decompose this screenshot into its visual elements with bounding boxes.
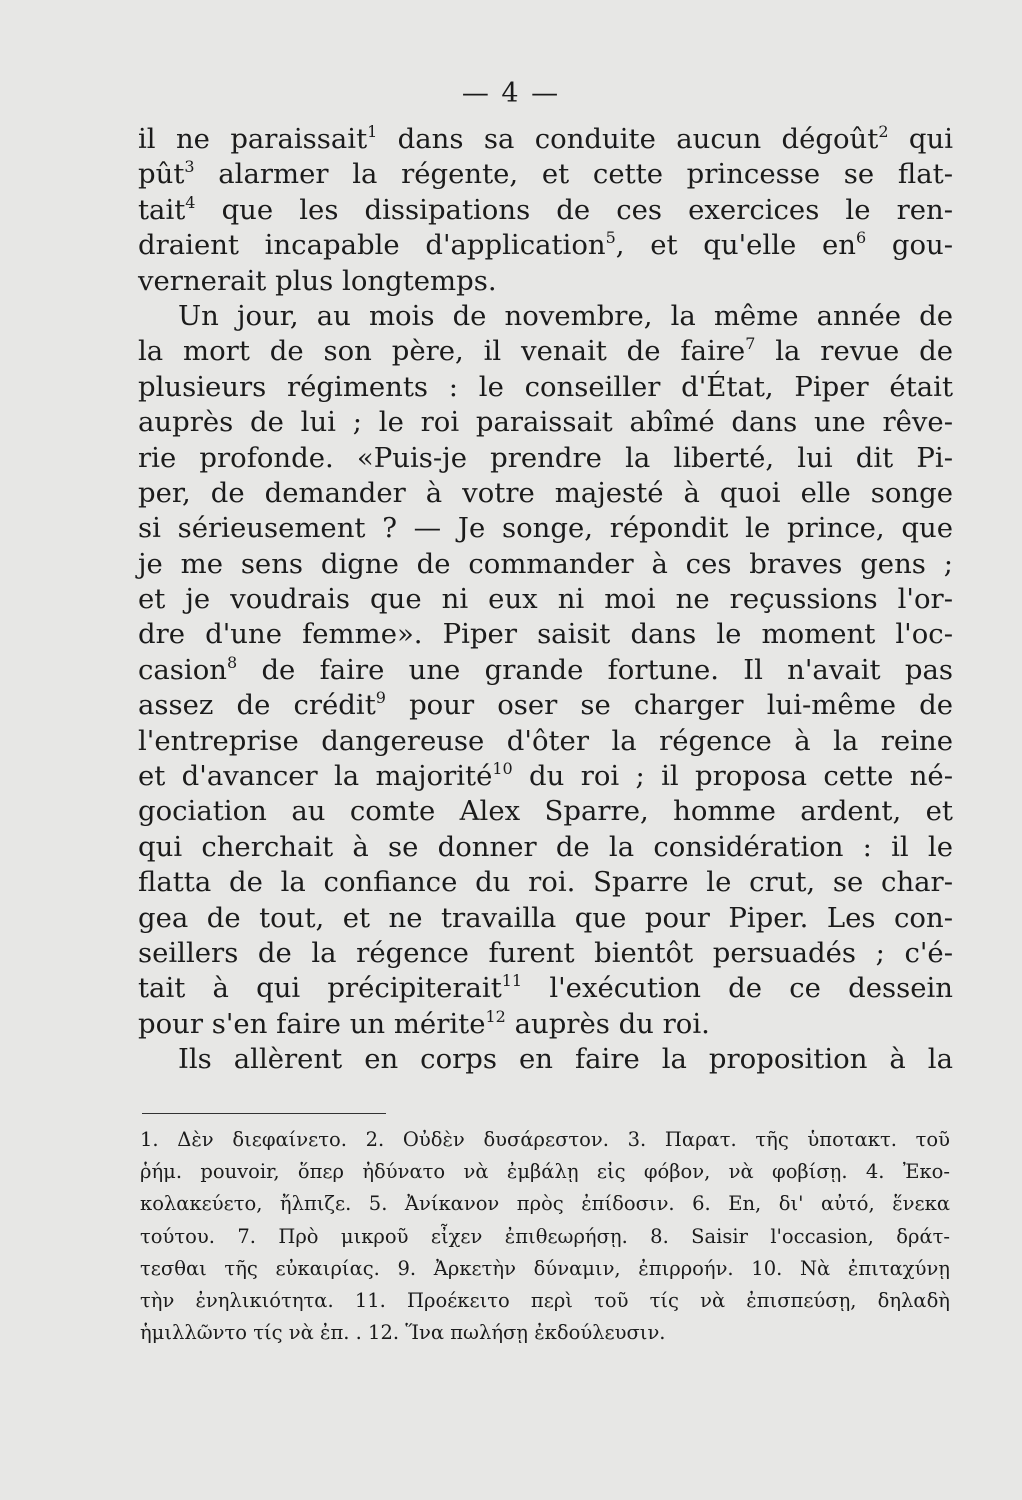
text-line bbox=[138, 865, 953, 900]
text-line bbox=[138, 476, 953, 511]
text-line bbox=[138, 193, 953, 228]
text-span: rie profonde. «Puis-je prendre la liberté, lui dit Pi- bbox=[138, 441, 953, 474]
text-span: l'entreprise dangereuse d'ôter la régence à la reine bbox=[138, 724, 953, 757]
footnote-marker: 4 bbox=[185, 192, 196, 212]
footnote-marker: 6 bbox=[855, 228, 867, 248]
text-span: pour oser se charger lui-même de bbox=[385, 689, 953, 722]
text-span: pour s'en faire un mérite bbox=[138, 1007, 486, 1040]
text-line bbox=[138, 830, 953, 865]
text-span: et d'avancer la majorité bbox=[138, 760, 493, 793]
text-span: , et qu'elle en bbox=[615, 229, 856, 262]
text-line bbox=[138, 441, 953, 476]
text-span: la mort de son père, il venait de faire bbox=[138, 335, 746, 368]
text-line bbox=[138, 370, 953, 405]
text-span: dans sa conduite aucun dégoût bbox=[377, 123, 879, 155]
text-span: de faire une grande fortune. Il n'avait pas bbox=[237, 653, 953, 686]
text-line bbox=[138, 724, 953, 759]
footnote-marker: 3 bbox=[184, 157, 195, 177]
text-span: Un jour, au mois de novembre, la même année de bbox=[178, 299, 953, 332]
text-line bbox=[138, 1007, 953, 1042]
footnote-line: τὴν ἐνηλικιότητα. 11. Προέκειτο περὶ τοῦ τίς νὰ ἐπισπεύσῃ, δηλαδὴ bbox=[140, 1288, 950, 1312]
text-span: tait bbox=[138, 193, 186, 226]
text-span: auprès de lui ; le roi paraissait abîmé dans une rêve- bbox=[138, 406, 953, 439]
footnote-line: ῥήμ. pouvoir, ὅπερ ἠδύνατο νὰ ἐμβάλῃ εἰς φόβον, νὰ φοβίσῃ. 4. Ἐκο- bbox=[140, 1160, 950, 1184]
text-span: tait à qui précipiterait bbox=[138, 972, 502, 1005]
text-line bbox=[138, 264, 953, 299]
text-span: flatta de la confiance du roi. Sparre le crut, se char- bbox=[138, 866, 953, 899]
footnote-marker: 11 bbox=[501, 971, 523, 991]
text-span: et je voudrais que ni eux ni moi ne reçussions l'or- bbox=[138, 583, 953, 616]
text-span: alarmer la régente, et cette princesse se flat- bbox=[194, 158, 953, 191]
text-span: qui cherchait à se donner de la considération : il le bbox=[138, 830, 953, 863]
text-line bbox=[138, 971, 953, 1006]
text-span: qui bbox=[888, 123, 953, 155]
text-line bbox=[138, 582, 953, 617]
footnote-line: τούτου. 7. Πρὸ μικροῦ εἶχεν ἐπιθεωρήσῃ. 8. Saisir l'occasion, δράτ- bbox=[140, 1224, 950, 1248]
text-span: auprès du roi. bbox=[505, 1007, 710, 1040]
text-span: vernerait plus longtemps. bbox=[138, 264, 497, 297]
text-span: seillers de la régence furent bientôt persuadés ; c'é- bbox=[138, 936, 953, 969]
text-span: gociation au comte Alex Sparre, homme ardent, et bbox=[138, 795, 953, 828]
text-span: assez de crédit bbox=[138, 689, 376, 722]
text-line bbox=[138, 157, 953, 192]
footnote-line: ἡμιλλῶντο τίς νὰ ἐπ. . 12. Ἵνα πωλήσῃ ἐκδούλευσιν. bbox=[140, 1321, 666, 1345]
footnote-line: 1. Δὲν διεφαίνετο. 2. Οὐδὲν δυσάρεστον. 3. Παρατ. τῆς ὑποτακτ. τοῦ bbox=[140, 1128, 950, 1151]
text-line bbox=[138, 1042, 953, 1077]
footnote-marker: 5 bbox=[605, 228, 616, 248]
footnote-marker: 9 bbox=[375, 688, 386, 708]
footnote-marker: 8 bbox=[226, 652, 238, 672]
text-line bbox=[138, 228, 953, 263]
body-text bbox=[138, 122, 953, 1078]
text-line bbox=[138, 299, 953, 334]
text-span: du roi ; il proposa cette né- bbox=[512, 760, 953, 793]
text-span: plusieurs régiments : le conseiller d'État, Piper était bbox=[138, 370, 953, 403]
footnote-marker: 2 bbox=[878, 122, 889, 141]
text-span: je me sens digne de commander à ces braves gens ; bbox=[138, 547, 953, 580]
text-line bbox=[138, 122, 953, 157]
text-span: casion bbox=[138, 653, 227, 686]
footnote-line: κολακεύετο, ἤλπιζε. 5. Ἀνίκανον πρὸς ἐπίδοσιν. 6. En, δι' αὐτό, ἕνεκα bbox=[140, 1192, 950, 1216]
text-span: il ne paraissait bbox=[138, 123, 368, 155]
text-span: pût bbox=[138, 158, 185, 191]
footnote-line: τεσθαι τῆς εὐκαιρίας. 9. Ἀρκετὴν δύναμιν, ἐπιρροήν. 10. Νὰ ἐπιταχύνῃ bbox=[140, 1256, 950, 1280]
footnote-marker: 10 bbox=[492, 759, 513, 779]
text-line bbox=[138, 334, 953, 369]
text-span: per, de demander à votre majesté à quoi elle songe bbox=[138, 476, 953, 509]
text-span: dre d'une femme». Piper saisit dans le moment l'oc- bbox=[138, 618, 953, 651]
text-line bbox=[138, 936, 953, 971]
footnote-marker: 7 bbox=[745, 334, 756, 354]
text-line bbox=[138, 688, 953, 723]
text-line bbox=[138, 547, 953, 582]
text-span: l'exécution de ce dessein bbox=[522, 972, 954, 1005]
text-line bbox=[138, 901, 953, 936]
text-span: gea de tout, et ne travailla que pour Piper. Les con- bbox=[138, 901, 953, 934]
text-span: Ils allèrent en corps en faire la proposition à la bbox=[178, 1043, 953, 1076]
text-span: si sérieusement ? — Je songe, répondit le prince, que bbox=[138, 512, 953, 545]
text-line bbox=[138, 759, 953, 794]
text-line bbox=[138, 794, 953, 829]
page-number: — 4 — bbox=[461, 78, 561, 109]
footnote-rule bbox=[142, 1113, 386, 1114]
text-span: gou- bbox=[866, 229, 953, 262]
text-line bbox=[138, 617, 953, 652]
text-line bbox=[138, 405, 953, 440]
footnote-marker: 12 bbox=[485, 1006, 506, 1026]
text-line bbox=[138, 511, 953, 546]
text-span: la revue de bbox=[755, 335, 953, 368]
text-span: que les dissipations de ces exercices le ren- bbox=[195, 193, 953, 226]
text-line bbox=[138, 653, 953, 688]
text-span: draient incapable d'application bbox=[138, 229, 606, 262]
footnote-marker: 1 bbox=[367, 122, 378, 141]
footnotes bbox=[140, 1124, 950, 1349]
